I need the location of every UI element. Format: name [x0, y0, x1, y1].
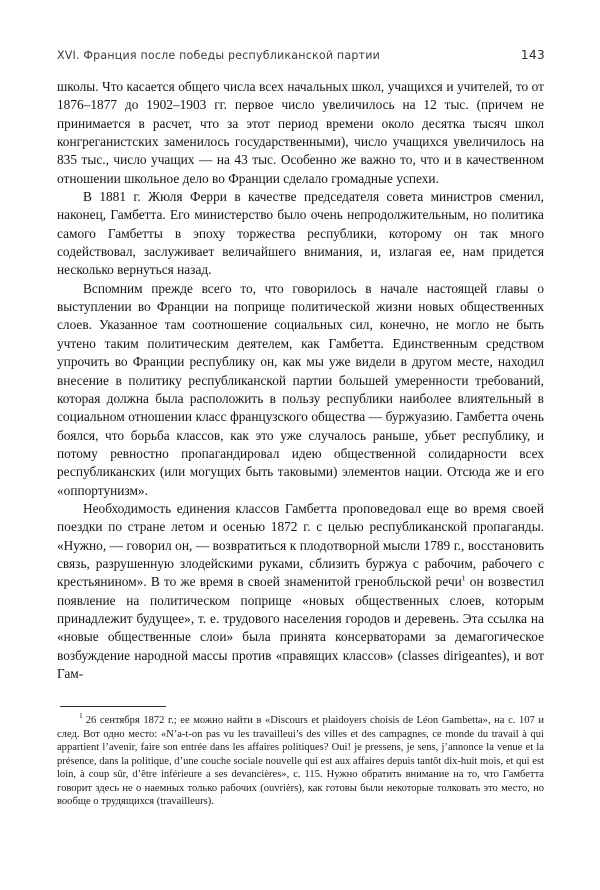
body-paragraph: школы. Что касается общего числа всех начальных школ, учащихся и учителей, то от 1876–1877 до 1902–1903 гг. первое число увеличилось на 12 тыс. (причем не принимается в расчет, что за этот период времени около десятка тысяч школ конгреганистских заменилось государственными), число учащихся увеличилось на 835 тыс., число учащих — на 43 тыс. Особенно же важно то, что и в качественном отношении школьное дело во Франции сделало громадные успехи.	[57, 79, 544, 186]
footnote-number: 1	[79, 711, 83, 721]
paragraph-text-segment: Необходимость единения классов Гамбетта проповедовал еще во время своей поездки по стране летом и осенью 1872 г. с целью республиканской пропаганды. «Нужно, — говорил он, — возвратиться к плодотворной мысли 1789 г., восстановить связь, разрушенную злодейскими руками, сблизить буржуа с рабочим, рабочего с крестьянином». В то же время в своей знаменитой гренобльской речи	[57, 500, 544, 590]
footnote-content: 26 сентября 1872 г.; ее можно найти в «Discours et plaidoyers choisis de Léon Gambetta», на с. 107 и след. Вот одно место: «N’a-t-on pas vu les travailleui’s des villes et des campagnes, ce monde du travail à qui appartient l’avenir, faire son entrée dans les affaires politiques? Oui! je pressens, je sens, j’annonce la venue et la présence, dans la politique, d’une couche sociale nouvelle qui est aux affaires depuis tantôt dix-huit mois, et qui est loin, à coup sûr, d’être inférieure a ses devancières», с. 115. Нужно обратить внимание на то, что Гамбетта говорит здесь не о наемных только рабочих (ouvriėrs), как готовы были некоторые толковать это место, но вообще о трудящихся (travailleurs).	[57, 715, 544, 808]
footnote-body	[57, 711, 544, 809]
header-chapter-title: XVI. Франция после победы республиканской партии	[57, 49, 380, 62]
footnote-reference-marker[interactable]: 1	[461, 573, 466, 583]
paragraph-text-segment: он возвестил появление на политическом поприще «новых общественных слоев, которым принадлежит будущее», т. е. трудового населения городов и деревень. Эта ссылка на «новые общественные слои» была принята консерваторами за демагогическое возбуждение народной массы против «правящих классов» (classes dirigeantes), и вот Гам-	[57, 574, 544, 681]
header-page-number: 143	[520, 47, 545, 62]
body-paragraph: Вспомним прежде всего то, что говорилось в начале настоящей главы о выступлении во Франции на поприще политической жизни новых общественных слоев. Указанное там соотношение социальных сил, конечно, не могло не быть учтено таким политическим деятелем, как Гамбетта. Единственным средством упрочить во Франции республику он, как мы уже видели в другом месте, находил внесение в политику республиканской партии большей умеренности требований, которая должна была расположить в пользу республики наиболее влиятельный в социальном отношении класс французского общества — буржуазию. Гамбетта очень боялся, что борьба классов, как это уже случалось раньше, убьет республику, и потому ревностно пропагандировал идею общественной солидарности всех республиканских (или могущих быть таковыми) элементов нации. Отсюда же и его «оппортунизм».	[57, 280, 544, 498]
body-paragraph-with-footnote-ref	[57, 500, 544, 683]
footnote-separator-rule	[60, 706, 166, 707]
body-paragraph: В 1881 г. Жюля Ферри в качестве председателя совета министров сменил, наконец, Гамбетта. Его министерство было очень непродолжительным, но политика самого Гамбетты в эпоху торжества республики, которому он так много содействовал, заслуживает величайшего внимания, и, излагая ее, нам придется несколько вернуться назад.	[57, 189, 544, 278]
running-header	[57, 47, 545, 62]
footnote-paragraph	[57, 711, 544, 809]
footnote-area	[57, 706, 544, 809]
body-text-column	[57, 78, 544, 683]
